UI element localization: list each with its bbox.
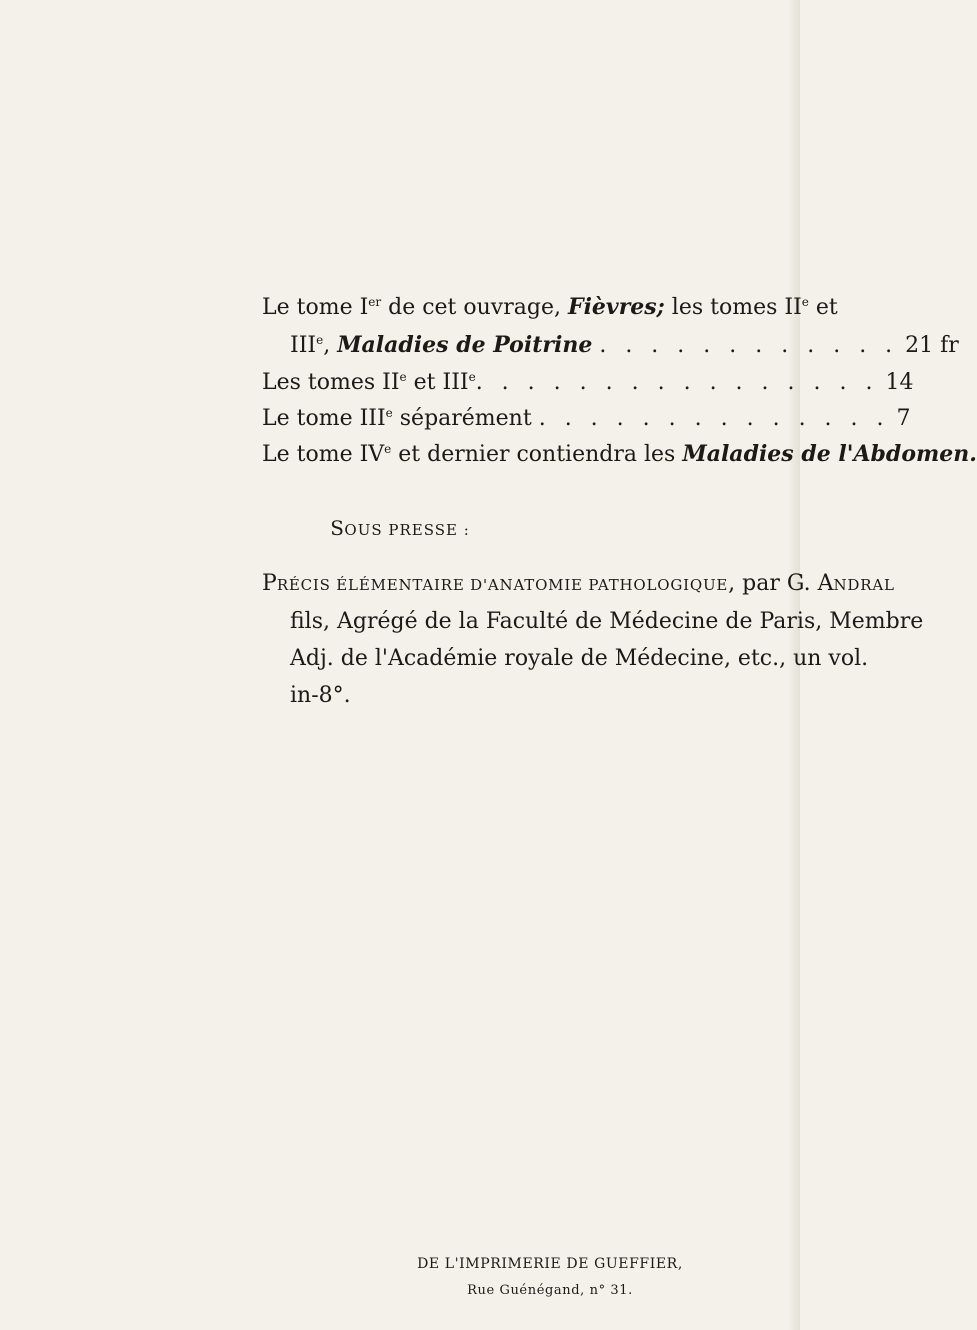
sous-presse-heading <box>0 516 800 540</box>
text: Le tome I <box>262 295 369 320</box>
text: et <box>808 295 838 320</box>
text: Le tome III <box>262 406 386 431</box>
announcement-line-2: fils, Agrégé de la Faculté de Médecine de Paris, Membre <box>290 609 924 634</box>
imprint-address: Rue Guénégand, n° 31. <box>467 1283 633 1298</box>
price-line-2 <box>290 331 959 360</box>
text: de cet ouvrage, <box>381 295 568 320</box>
dot-leader: . . . . . . . . . . . . <box>599 333 899 358</box>
announcement-line-3: Adj. de l'Académie royale de Médecine, etc., un vol. <box>290 646 869 671</box>
superscript: e <box>316 333 324 347</box>
price-value: 14 <box>885 370 914 395</box>
price-line-5 <box>262 440 977 469</box>
announcement-line-1 <box>262 570 895 599</box>
superscript: e <box>384 442 392 456</box>
text: , <box>323 333 338 358</box>
superscript: e <box>468 370 476 384</box>
text: , par G. A <box>728 571 834 596</box>
price-value: 7 <box>896 406 911 431</box>
text: et III <box>406 370 469 395</box>
announcement-line-4: in-8°. <box>290 683 351 708</box>
text: Les tomes II <box>262 370 400 395</box>
author-smallcaps: NDRAL <box>833 576 895 594</box>
title-fievres: Fièvres; <box>567 294 665 320</box>
imprint-printer: DE L'IMPRIMERIE DE GUEFFIER, <box>417 1256 683 1272</box>
title-maladies-abdomen: Maladies de l'Abdomen. <box>682 441 977 467</box>
price-value: 21 fr <box>905 333 959 358</box>
title-maladies-poitrine: Maladies de Poitrine <box>337 332 593 358</box>
price-line-1 <box>262 293 838 322</box>
dot-leader: . . . . . . . . . . . . . . <box>538 406 890 431</box>
text: séparément <box>392 406 532 431</box>
price-line-4 <box>262 405 911 433</box>
dot-leader: . . . . . . . . . . . . . . . . <box>475 370 879 395</box>
text: III <box>290 333 317 358</box>
text: Le tome IV <box>262 442 385 467</box>
price-line-3 <box>262 369 913 397</box>
text: et dernier contiendra les <box>391 442 683 467</box>
book-title-smallcaps: RÉCIS ÉLÉMENTAIRE D'ANATOMIE PATHOLOGIQUE <box>276 576 729 594</box>
heading-capital: S <box>330 516 345 540</box>
superscript: e <box>801 295 809 309</box>
text: P <box>262 571 277 596</box>
superscript: e <box>385 406 393 420</box>
text: les tomes II <box>664 295 802 320</box>
heading-rest: OUS PRESSE : <box>344 521 470 539</box>
superscript: e <box>399 370 407 384</box>
superscript: er <box>368 295 382 309</box>
